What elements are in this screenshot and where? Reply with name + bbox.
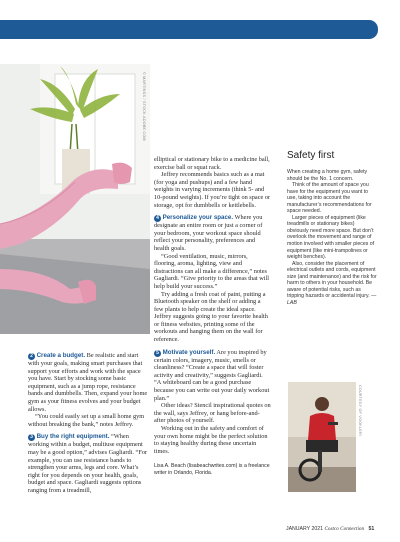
section-5-text: Are you inspired by certain colors, imagery, music, smells or cleanliness? “Create a space that will foster activity and creativity,” suggests Gagliardi. “A whiteboard can be a good purchase because you can write out your daily workout plan.” (154, 348, 270, 402)
column-2-paragraph-1: elliptical or stationary bike to a medicine ball, exercise ball or squat rack. (154, 156, 270, 171)
hero-photo-illustration (0, 64, 150, 334)
section-5-heading: Motivate yourself. (162, 348, 216, 356)
folio-month: JANUARY 2021 (286, 526, 324, 532)
section-4-heading: Personalize your space. (162, 214, 234, 222)
section-4-paragraph-2: “Good ventilation, music, mirrors, flooring, aroma, lighting, view and distractions can all make a difference,” notes Gagliardi. “Give priority to the areas that will help build your success.” (154, 252, 270, 290)
column-1 (28, 352, 148, 495)
column-2 (154, 156, 271, 477)
sidebar-paragraph-2: Think of the amount of space you have for the equipment you want to use, taking into account the manufacturer’s recommendations for space needed. (287, 182, 372, 215)
column-2-paragraph-2: Jeffrey recommends basics such as a mat (for yoga and pushups) and a few hand weights in varying increments (think 5- and 10-pound weights). If you’re tight on space or storage, opt for dumbbells or kettlebells. (154, 171, 271, 209)
section-3-number: 3 (28, 434, 35, 441)
section-5-paragraph-2: Other ideas? Stencil inspirational quotes on the wall, says Jeffrey, or hang before-and-after photos of yourself. (154, 402, 271, 425)
sidebar-paragraph-1: When creating a home gym, safety should be the No. 1 concern. (287, 169, 368, 182)
author-byline: Lisa A. Beach (lisabeachwrites.com) is a freelance writer in Orlando, Florida. (154, 463, 270, 476)
sidebar-photo (288, 382, 356, 492)
sidebar-paragraph-4 (287, 261, 377, 307)
photo-credit: © MARTINSS / STOCK.ADOBE.COM (142, 72, 146, 141)
section-2-heading: Create a budget. (36, 352, 86, 359)
section-4-paragraph-3: Try adding a fresh coat of paint, putting a Bluetooth speaker on the shelf or adding a few plants to help create the ideal space. Jeffrey suggests going to your favorite health or fitness websites, printing some of the workouts and hanging them on the wall for reference. (154, 290, 268, 344)
sidebar-title: Safety first (287, 150, 335, 161)
sidebar-photo-illustration (288, 382, 356, 492)
sidebar-photo-credit: COURTESY OF VOOKLERI (358, 385, 362, 437)
section-5-paragraph (154, 349, 271, 403)
section-3-heading: Buy the right equipment. (36, 433, 110, 441)
header-bar (0, 20, 378, 39)
section-5-paragraph-3: Working out in the safety and comfort of your own home might be the perfect solution to staying healthy during these uncertain times. (154, 425, 268, 455)
folio-page-number: 51 (368, 526, 375, 532)
section-4-paragraph (154, 214, 271, 252)
section-4-text: Where you designate an entire room or just a corner of your bedroom, your workout space should reflect your personality, preferences and health goals. (154, 214, 263, 252)
section-2-quote: “You could easily set up a small home gym without breaking the bank,” notes Jeffrey. (28, 413, 145, 428)
sidebar-signoff: —LAB (287, 293, 377, 306)
section-2-text: Be realistic and start with your goals, making smart purchases that support your efforts and work with the space you have. Start by stocking some basic equipment, such as a jump rope, resistance bands and dumbbells. Then, expand your home gym as your fitness evolves and your budget allows. (28, 352, 148, 413)
page-folio (286, 526, 374, 532)
section-2-paragraph (28, 352, 148, 413)
section-4-number: 4 (154, 215, 161, 222)
folio-magazine: Costco Connection (324, 526, 365, 532)
sidebar-paragraph-4-text: Also, consider the placement of electrical outlets and cords, equipment size (and maintenance) and the risk for harm to others in your household. Be aware of potential risks, such as tripping hazards or accidental injury. (287, 260, 377, 300)
section-3-text: “When working within a budget, multiuse equipment may be a good option,” advises Gagliardi. “For example, you can use resistance bands to strengthen your arms, legs and core. What’s right for you depends on your health, goals, budget and space. Gagliardi suggests options ranging from a treadmill, (28, 433, 148, 494)
sidebar-paragraph-3: Larger pieces of equipment (like treadmills or stationary bikes) obviously need more space. But don’t overlook the movement and range of motion involved with smaller pieces of equipment (like mini-trampolines or weight benches). (287, 214, 375, 261)
section-3-paragraph (28, 433, 148, 494)
section-2-number: 2 (28, 353, 35, 360)
safety-sidebar (287, 150, 377, 306)
section-5-number: 5 (154, 350, 161, 357)
hero-photo (0, 64, 150, 334)
